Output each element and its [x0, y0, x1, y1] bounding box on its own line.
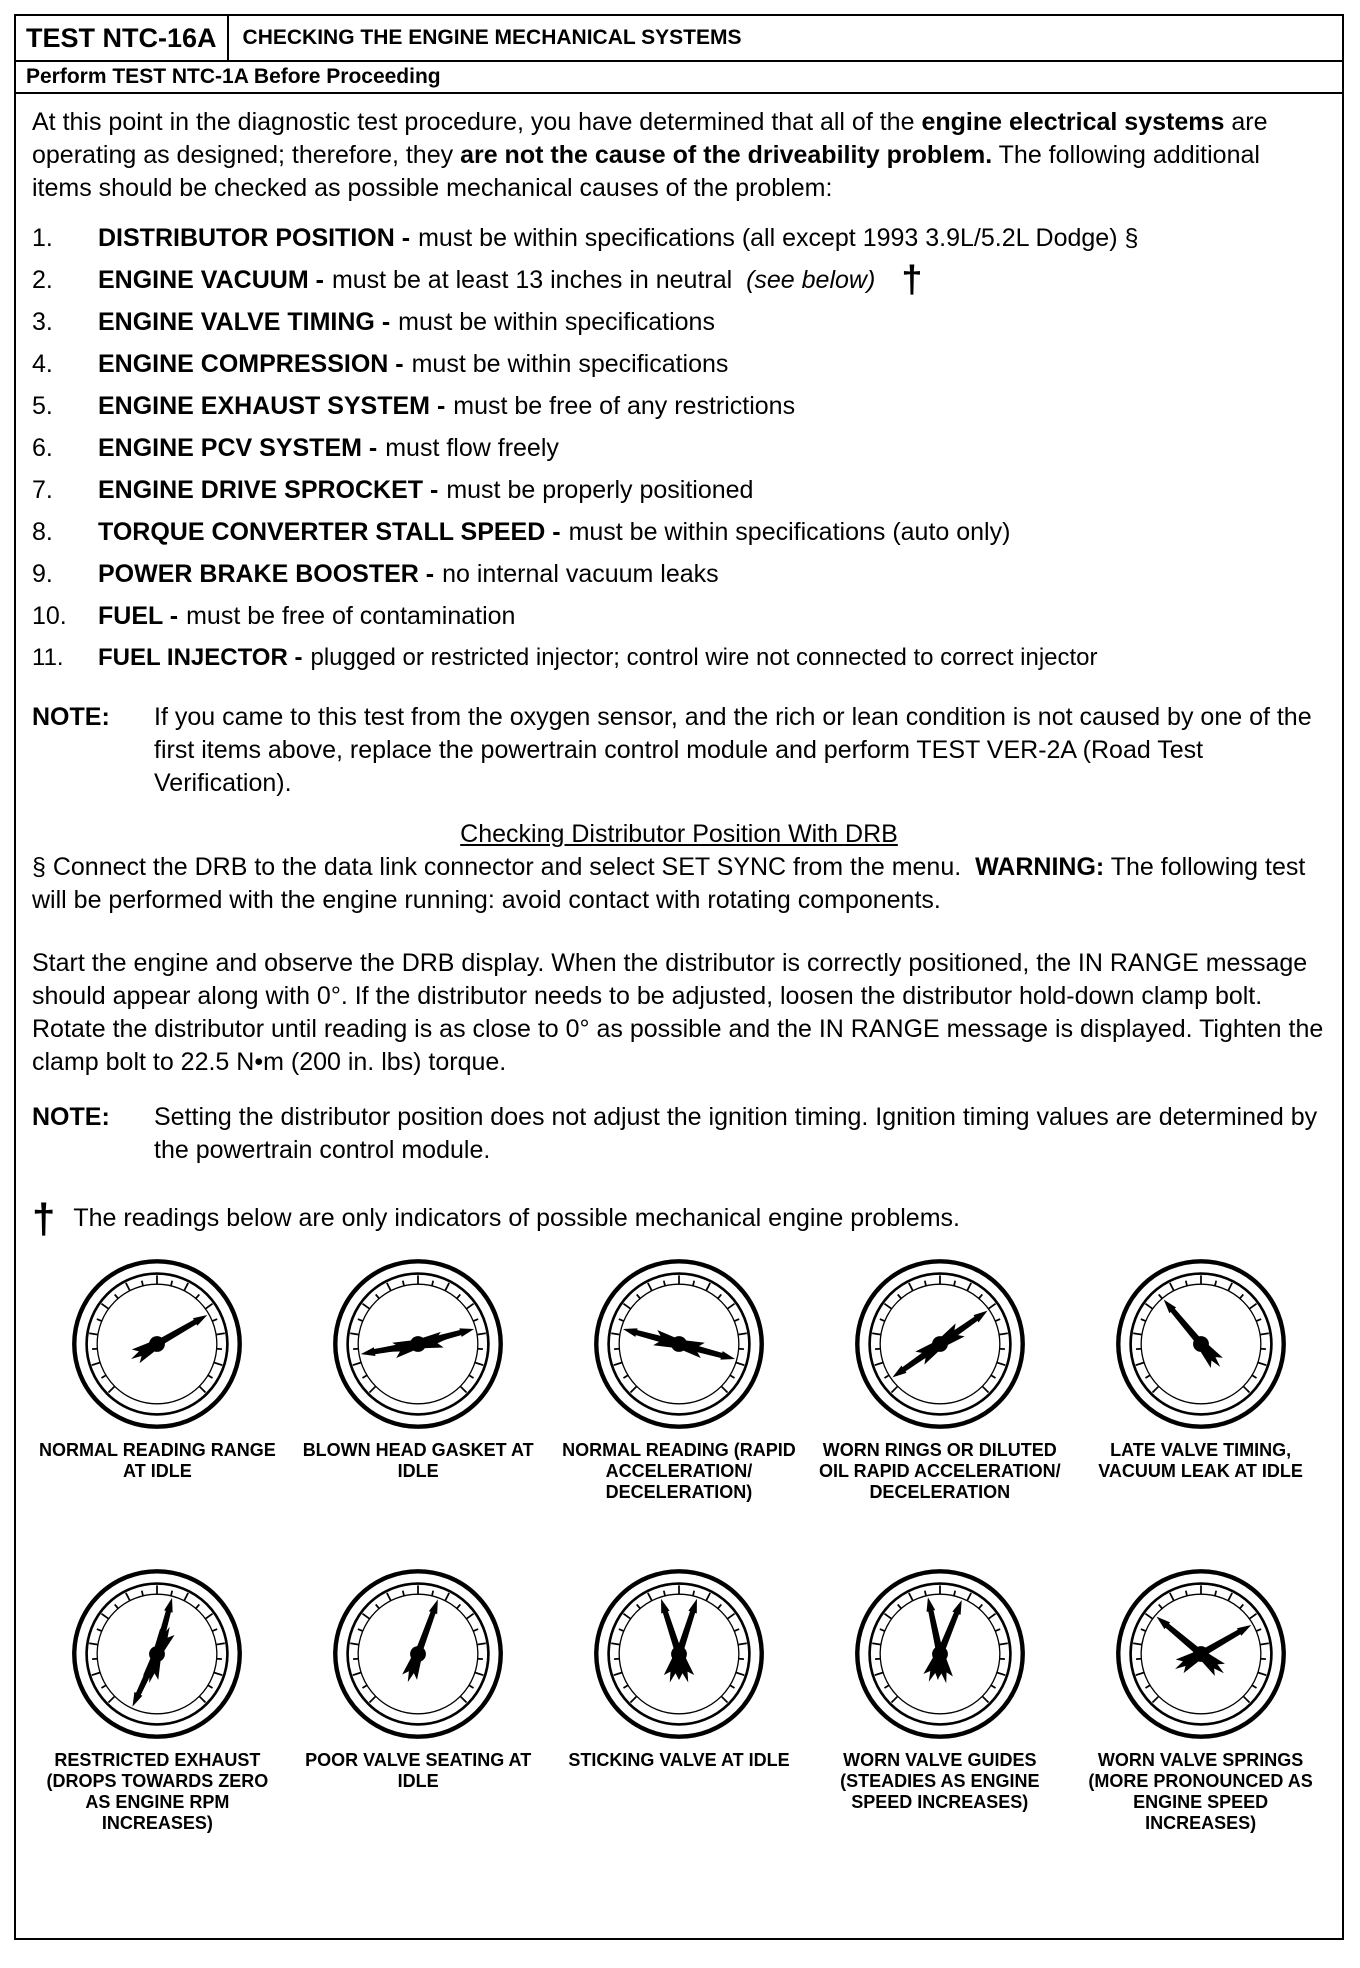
gauge-tick	[403, 1591, 404, 1596]
gauge-caption: NORMAL READING RANGE AT IDLE	[32, 1440, 282, 1532]
drb-connect-text: § Connect the DRB to the data link connector and select SET SYNC from the menu.	[32, 853, 961, 881]
gauge-figure	[293, 1256, 544, 1532]
warning-label: WARNING:	[975, 853, 1104, 881]
gauge-caption: STICKING VALVE AT IDLE	[554, 1750, 804, 1771]
gauge-row-1	[32, 1256, 1326, 1532]
item-number: 6.	[32, 432, 98, 465]
gauge-figure	[814, 1566, 1065, 1833]
list-item	[32, 511, 1326, 553]
note-text: Setting the distributor position does not adjust the ignition timing. Ignition timing values are determined by the powertrain control module.	[154, 1101, 1326, 1167]
gauge-figure	[293, 1566, 544, 1833]
gauge-tick	[1185, 1281, 1186, 1286]
gauge-figure	[1075, 1256, 1326, 1532]
item-tag: FUEL -	[98, 600, 178, 633]
document-body	[16, 94, 1342, 1833]
item-tag: ENGINE DRIVE SPROCKET -	[98, 474, 438, 507]
gauge-caption: WORN RINGS OR DILUTED OIL RAPID ACCELERATION/ DECELERATION	[815, 1440, 1065, 1532]
item-tag: ENGINE VALVE TIMING -	[98, 306, 390, 339]
list-item	[32, 595, 1326, 637]
gauge-caption: NORMAL READING (RAPID ACCELERATION/ DECELERATION)	[554, 1440, 804, 1532]
item-number: 3.	[32, 306, 98, 339]
vacuum-gauge-icon	[330, 1566, 506, 1742]
item-text: plugged or restricted injector; control wire not connected to correct injector	[310, 642, 1097, 674]
dagger-note-text: The readings below are only indicators of possible mechanical engine problems.	[73, 1202, 960, 1235]
item-tag: POWER BRAKE BOOSTER -	[98, 558, 434, 591]
list-item	[32, 301, 1326, 343]
intro-text-1: At this point in the diagnostic test procedure, you have determined that all of the	[32, 108, 921, 136]
gauge-tick	[954, 1591, 955, 1596]
gauge-caption: WORN VALVE GUIDES (STEADIES AS ENGINE SPEED INCREASES)	[815, 1750, 1065, 1812]
vacuum-gauge-icon	[1113, 1566, 1289, 1742]
item-tag: ENGINE VACUUM -	[98, 264, 324, 297]
gauge-caption: POOR VALVE SEATING AT IDLE	[293, 1750, 543, 1791]
vacuum-gauge-icon	[69, 1566, 245, 1742]
item-number: 1.	[32, 222, 98, 255]
item-number: 5.	[32, 390, 98, 423]
gauge-caption: RESTRICTED EXHAUST (DROPS TOWARDS ZERO AS ENGINE RPM INCREASES)	[32, 1750, 282, 1833]
note-text: If you came to this test from the oxygen sensor, and the rich or lean condition is not caused by one of the first items above, replace the powertrain control module and perform TEST VER-2A (Road Test Verification).	[154, 701, 1326, 800]
vacuum-gauge-icon	[591, 1256, 767, 1432]
gauge-caption: BLOWN HEAD GASKET AT IDLE	[293, 1440, 543, 1532]
item-aside: (see below)	[746, 264, 875, 297]
gauge-caption: WORN VALVE SPRINGS (MORE PRONOUNCED AS ENGINE SPEED INCREASES)	[1076, 1750, 1326, 1833]
item-text: must be within specifications	[412, 348, 729, 381]
intro-bold-2: are not the cause of the driveability problem.	[460, 141, 992, 169]
item-tag: ENGINE PCV SYSTEM -	[98, 432, 377, 465]
item-text: must be at least 13 inches in neutral	[332, 264, 732, 297]
item-number: 10.	[32, 600, 98, 633]
vacuum-gauge-icon	[330, 1256, 506, 1432]
list-item	[32, 385, 1326, 427]
dagger-note	[32, 1191, 1326, 1246]
gauge-tick	[664, 1281, 665, 1286]
vacuum-gauge-icon	[852, 1256, 1028, 1432]
test-title: CHECKING THE ENGINE MECHANICAL SYSTEMS	[229, 16, 756, 60]
item-text: must be free of any restrictions	[453, 390, 795, 423]
item-number: 11.	[32, 642, 98, 674]
drb-procedure-paragraph: Start the engine and observe the DRB display. When the distributor is correctly positioned, the IN RANGE message should appear along with 0°. If the distributor needs to be adjusted, loosen the distributor hold-down clamp bolt. Rotate the distributor until reading is as close to 0° as possible and the IN RANGE message is displayed. Tighten the clamp bolt to 22.5 N•m (200 in. lbs) torque.	[32, 947, 1326, 1079]
intro-text-3: The following additional items should be checked as possible mechanical causes of the problem:	[32, 141, 1260, 202]
gauge-tick	[954, 1281, 955, 1286]
gauge-tick	[142, 1591, 143, 1596]
gauge-tick	[403, 1281, 404, 1286]
document-page	[14, 14, 1344, 1940]
item-text: must be within specifications (auto only)	[569, 516, 1011, 549]
item-number: 2.	[32, 264, 98, 297]
gauge-tick	[432, 1591, 433, 1596]
gauge-figure	[32, 1256, 283, 1532]
item-text: must be within specifications	[398, 306, 715, 339]
item-text: must be within specifications (all except 1993 3.9L/5.2L Dodge) §	[418, 222, 1138, 255]
dagger-icon: †	[32, 1191, 55, 1246]
list-item	[32, 217, 1326, 259]
dagger-icon: †	[901, 270, 922, 290]
note-label: NOTE:	[32, 701, 154, 800]
intro-paragraph	[32, 106, 1326, 205]
item-tag: FUEL INJECTOR -	[98, 642, 302, 674]
list-item	[32, 259, 1326, 301]
vacuum-gauge-icon	[1113, 1256, 1289, 1432]
vacuum-gauge-icon	[69, 1256, 245, 1432]
vacuum-gauge-icon	[591, 1566, 767, 1742]
item-text: must flow freely	[385, 432, 559, 465]
gauge-tick	[925, 1281, 926, 1286]
gauge-tick	[1185, 1591, 1186, 1596]
gauge-figure	[554, 1566, 805, 1833]
gauge-tick	[171, 1591, 172, 1596]
item-tag: TORQUE CONVERTER STALL SPEED -	[98, 516, 561, 549]
item-text: must be properly positioned	[446, 474, 753, 507]
gauge-figure	[32, 1566, 283, 1833]
item-text: no internal vacuum leaks	[442, 558, 719, 591]
item-text: must be free of contamination	[186, 600, 515, 633]
note-ignition-timing	[32, 1101, 1326, 1167]
gauge-figure	[554, 1256, 805, 1532]
list-item	[32, 427, 1326, 469]
warning-text: The following test will be performed with the engine running: avoid contact with rotating components.	[32, 853, 1305, 914]
vacuum-gauge-icon	[852, 1566, 1028, 1742]
list-item	[32, 469, 1326, 511]
drb-connect-paragraph	[32, 851, 1326, 917]
check-items-list	[32, 217, 1326, 679]
item-tag: ENGINE COMPRESSION -	[98, 348, 404, 381]
gauge-tick	[1215, 1281, 1216, 1286]
gauge-tick	[171, 1281, 172, 1286]
test-id: TEST NTC-16A	[16, 16, 229, 60]
list-item	[32, 553, 1326, 595]
item-number: 9.	[32, 558, 98, 591]
gauge-tick	[1215, 1591, 1216, 1596]
gauge-tick	[664, 1591, 665, 1596]
gauge-figure	[814, 1256, 1065, 1532]
item-number: 7.	[32, 474, 98, 507]
list-item	[32, 637, 1326, 679]
intro-text-2: are operating as designed; therefore, they	[32, 108, 1267, 169]
note-label: NOTE:	[32, 1101, 154, 1167]
item-tag: ENGINE EXHAUST SYSTEM -	[98, 390, 445, 423]
item-number: 4.	[32, 348, 98, 381]
test-header	[16, 16, 1342, 62]
gauge-tick	[142, 1281, 143, 1286]
gauge-caption: LATE VALVE TIMING, VACUUM LEAK AT IDLE	[1076, 1440, 1326, 1532]
list-item	[32, 343, 1326, 385]
item-tag: DISTRIBUTOR POSITION -	[98, 222, 410, 255]
gauge-tick	[693, 1281, 694, 1286]
gauge-tick	[432, 1281, 433, 1286]
item-number: 8.	[32, 516, 98, 549]
note-oxygen-sensor	[32, 701, 1326, 800]
gauge-tick	[925, 1591, 926, 1596]
gauge-tick	[693, 1591, 694, 1596]
gauge-figure	[1075, 1566, 1326, 1833]
prerequisite: Perform TEST NTC-1A Before Proceeding	[16, 62, 1342, 94]
intro-bold-1: engine electrical systems	[921, 108, 1224, 136]
drb-section-heading: Checking Distributor Position With DRB	[32, 818, 1326, 851]
gauge-row-2	[32, 1566, 1326, 1833]
